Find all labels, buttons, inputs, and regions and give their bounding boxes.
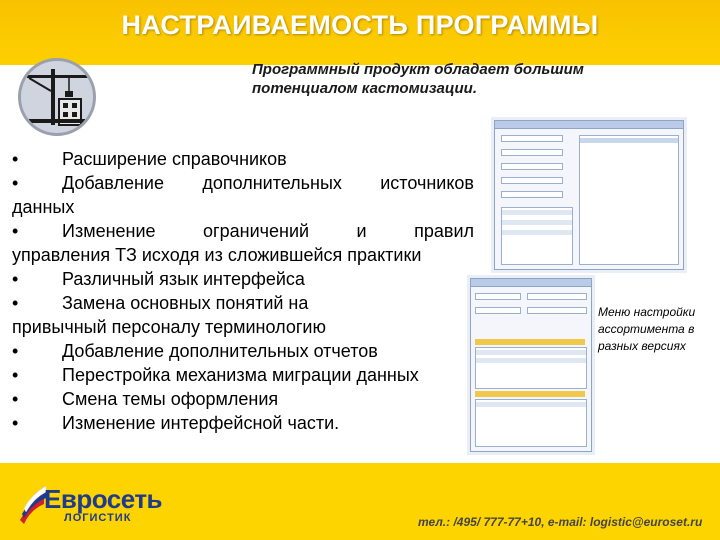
brand-name: Евросеть: [44, 484, 163, 514]
bullet-item: • Расширение справочников: [12, 149, 287, 169]
brand-subtitle: ЛОГИСТИК: [64, 512, 132, 524]
intro-line: потенциалом кастомизации.: [252, 80, 478, 97]
screenshot-caption: Меню настройки ассортимента в разных версиях: [598, 305, 696, 353]
settings-screenshot-v2: [470, 278, 592, 452]
bullet-item: • Перестройка механизма миграции данных: [12, 365, 419, 385]
contact-info: тел.: /495/ 777-77+10, e-mail: logistic@euroset.ru: [418, 515, 703, 529]
bullet-list: [12, 147, 474, 435]
bullet-item: • Добавление дополнительных источников: [12, 173, 474, 193]
bullet-item: • Изменение ограничений и правил: [12, 221, 474, 241]
crane-building-icon: [18, 58, 96, 136]
intro-line: Программный продукт обладает большим: [252, 61, 584, 78]
bullet-item: • Различный язык интерфейса: [12, 269, 305, 289]
bullet-item: • Замена основных понятий на: [12, 293, 309, 313]
bullet-item: • Изменение интерфейсной части.: [12, 413, 340, 433]
bullet-item-continued: привычный персоналу терминологию: [12, 317, 326, 337]
bullet-item-continued: данных: [12, 197, 75, 217]
settings-screenshot-v1: [494, 120, 684, 270]
bullet-item: • Смена темы оформления: [12, 389, 279, 409]
intro-text: [252, 60, 672, 98]
slide-title: НАСТРАИВАЕМОСТЬ ПРОГРАММЫ: [121, 10, 599, 40]
bullet-item: • Добавление дополнительных отчетов: [12, 341, 378, 361]
bullet-item-continued: управления ТЗ исходя из сложившейся практики: [12, 245, 422, 265]
